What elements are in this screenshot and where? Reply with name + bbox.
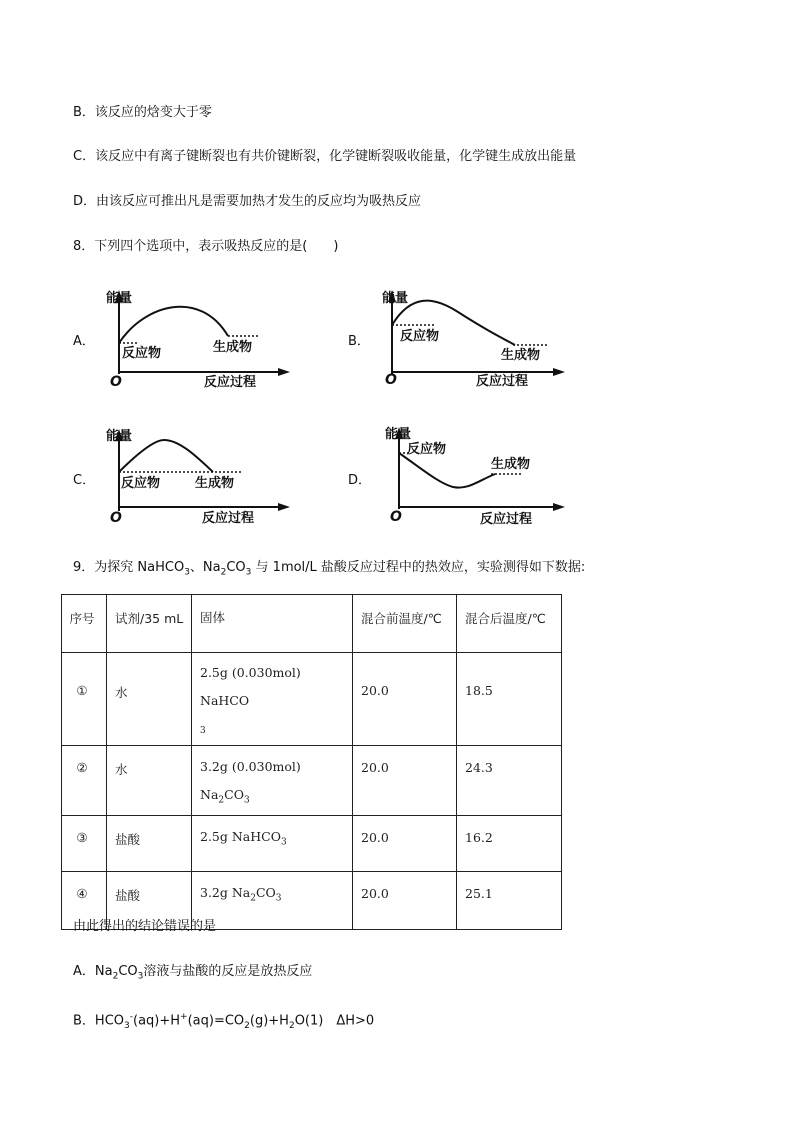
row-temp-before: 20.0 [353,815,457,871]
energy-curve [119,440,213,472]
reactant-label: 反应物 [407,442,447,457]
row-temp-after: 16.2 [457,815,562,871]
q9-option-a: A．$Na_2CO_3$溶液与盐酸的反应是放热反应 [73,964,313,982]
row-solid: 2.5g NaHCO$_3$ [192,815,353,871]
x-axis-arrow [553,503,565,511]
table-row [62,815,562,871]
q8-graph-b-letter: B． [348,334,370,349]
row-number: ② [62,746,107,816]
row-solid: 2.5g (0.030mol) NaHCO 3 [192,653,353,746]
row-temp-before: 20.0 [353,871,457,929]
q8-graph-d [373,421,573,533]
header-cell: 混合后温度/℃ [457,595,562,653]
row-reagent: 水 [107,746,192,816]
x-axis-label: 反应过程 [202,511,255,526]
row-reagent: 盐酸 [107,815,192,871]
q7-option-b: B．该反应的焓变大于零 [73,105,212,120]
q9-conclusion-stem: 由此得出的结论错误的是 [73,919,217,934]
energy-curve [399,453,495,488]
header-cell: 混合前温度/℃ [353,595,457,653]
energy-curve [119,307,228,343]
origin-label: O [110,374,122,390]
row-temp-after: 25.1 [457,871,562,929]
row-temp-after: 24.3 [457,746,562,816]
row-reagent: 水 [107,653,192,746]
row-number: ③ [62,815,107,871]
row-solid: 3.2g (0.030mol) $Na_2CO_3$ [192,746,353,816]
row-solid: 3.2g $Na_2CO_3$ [192,871,353,929]
reactant-label: 反应物 [400,329,440,344]
q8-graph-a-letter: A． [73,334,95,349]
x-axis-arrow [278,368,290,376]
x-axis-arrow [278,503,290,511]
product-label: 生成物 [195,476,235,491]
y-axis-label: 能量 [106,291,133,306]
header-cell: 序号 [62,595,107,653]
row-number: ④ [62,871,107,929]
q8-graph-c [100,423,300,533]
q9-data-table [61,594,562,930]
row-temp-before: 20.0 [353,746,457,816]
q8-stem: 8．下列四个选项中，表示吸热反应的是( ) [73,239,339,254]
reactant-label: 反应物 [121,476,161,491]
q8-graph-a [100,284,300,394]
y-axis-label: 能量 [385,427,412,442]
table-row [62,653,562,746]
y-axis-label: 能量 [106,429,133,444]
q8-graph-b [373,284,573,394]
row-number: ① [62,653,107,746]
q9-option-b: B．$HCO_3^-(aq)+H^+(aq)=CO_2(g)+H_2O(1)$ ΔH>0 [73,1012,375,1031]
q7-option-d: D．由该反应可推出凡是需要加热才发生的反应均为吸热反应 [73,194,422,209]
product-label: 生成物 [213,340,253,355]
header-cell: 固体 [192,595,353,653]
origin-label: O [110,510,122,526]
q9-stem: 9．为探究 NaHCO$_3$、$Na_2CO_3$ 与 1mol/L 盐酸反应过程中的热效应，实验测得如下数据: [73,560,586,578]
origin-label: O [385,372,397,388]
y-axis-label: 能量 [382,291,409,306]
q8-graph-d-letter: D． [348,473,372,488]
table-header-row [62,595,562,653]
table-row [62,746,562,816]
x-axis-label: 反应过程 [204,375,257,390]
reactant-label: 反应物 [122,346,162,361]
row-temp-after: 18.5 [457,653,562,746]
row-temp-before: 20.0 [353,653,457,746]
q8-graph-c-letter: C． [73,473,96,488]
product-label: 生成物 [491,457,531,472]
x-axis-label: 反应过程 [480,512,533,527]
x-axis-arrow [553,368,565,376]
q7-option-c: C．该反应中有离子键断裂也有共价键断裂，化学键断裂吸收能量，化学键生成放出能量 [73,149,577,164]
row-reagent: 盐酸 [107,871,192,929]
header-cell: 试剂/35 mL [107,595,192,653]
x-axis-label: 反应过程 [476,374,529,389]
origin-label: O [390,509,402,525]
product-label: 生成物 [501,348,541,363]
